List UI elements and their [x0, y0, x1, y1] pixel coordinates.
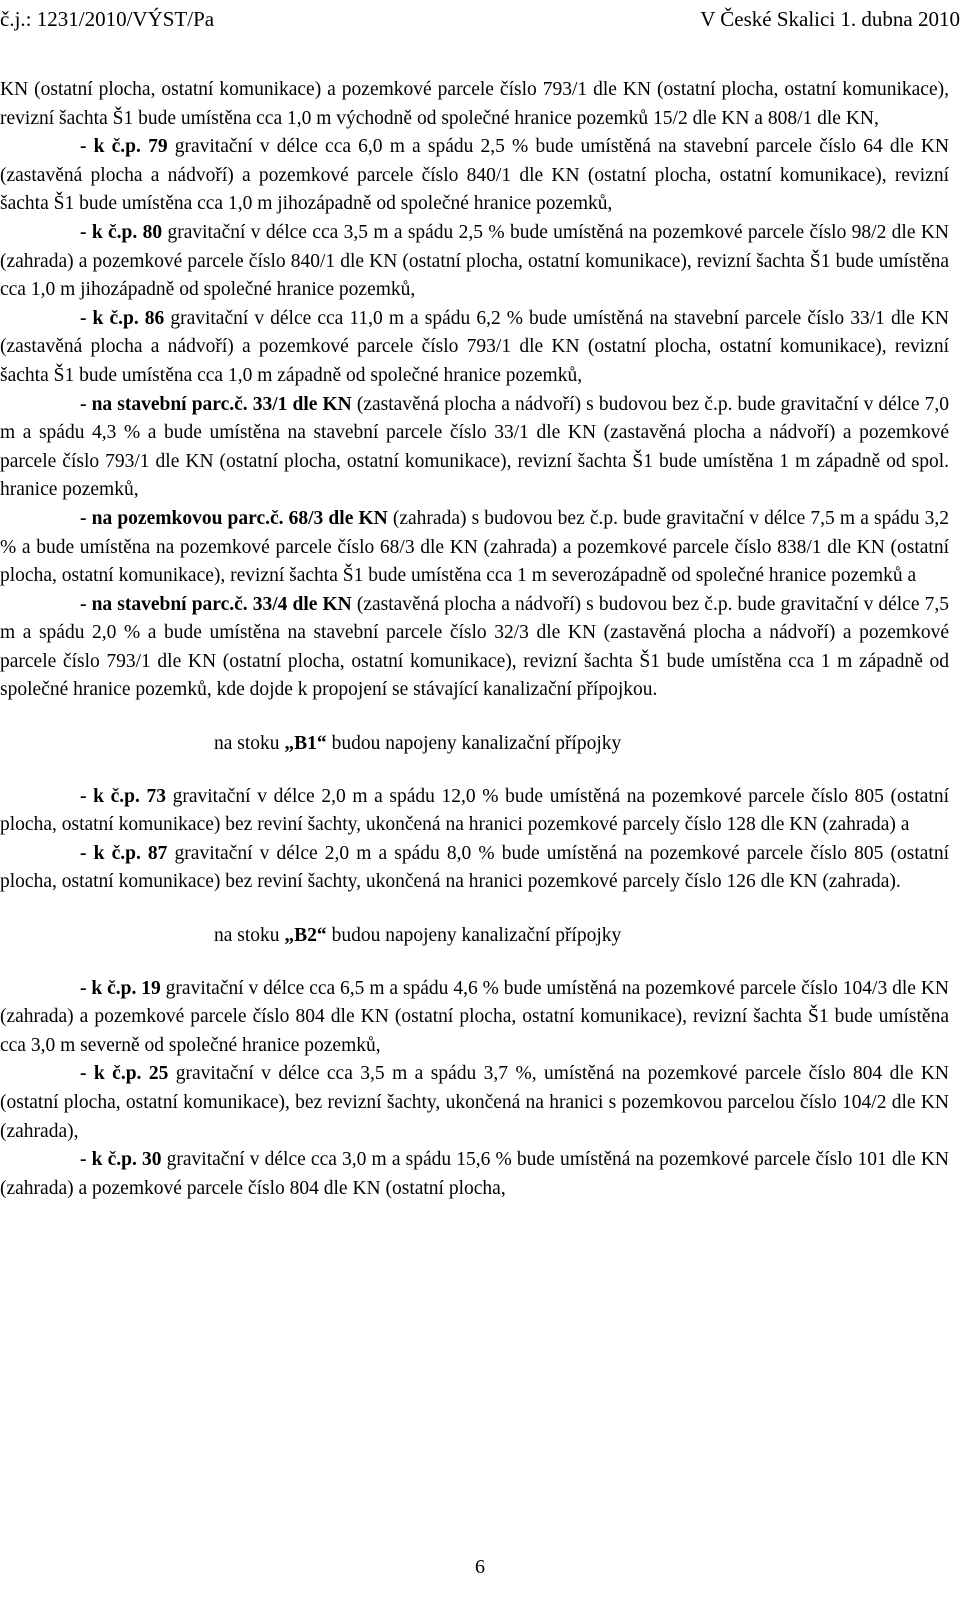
item-text: gravitační v délce cca 6,0 m a spádu 2,5 % bude umístěná na stavební parcele číslo 64 dle KN (zastavěná plocha a nádvoří) a pozemkové parcele číslo 840/1 dle KN (ostatní plocha, ostatní komunikace), revizní šachta Š1 bude umístěna cca 1,0 m jihozápadně od společné hranice pozemků,: [0, 136, 950, 215]
item-text: gravitační v délce 2,0 m a spádu 8,0 % bude umístěná na pozemkové parcele číslo 805 (ostatní plocha, ostatní komunikace) bez reviní šachty, ukončená na hranici pozemkové parcely číslo 126 dle KN (zahrada).: [0, 842, 949, 893]
item-label: - k č.p. 86: [80, 307, 165, 329]
section-heading-b1: na stoku „B1“ budou napojeny kanalizační přípojky: [214, 732, 622, 754]
connection-item-parc-33-1: [0, 391, 949, 505]
connection-item-cp25: [0, 1060, 949, 1146]
connection-item-parc-68-3: [0, 505, 949, 591]
item-text: gravitační v délce cca 3,5 m a spádu 3,7 %, umístěná na pozemkové parcele číslo 804 dle KN (ostatní plocha, ostatní komunikace), bez revizní šachty, ukončená na hranici s pozemkovou parcelou číslo 104/2 dle KN (zahrada),: [0, 1063, 949, 1142]
page-number: 6: [475, 1556, 485, 1578]
item-label: - k č.p. 79: [80, 136, 168, 158]
item-label: - k č.p. 25: [80, 1063, 169, 1085]
item-text: gravitační v délce cca 6,5 m a spádu 4,6 % bude umístěná na pozemkové parcele číslo 104/3 dle KN (zahrada) a pozemkové parcele číslo 804 dle KN (ostatní plocha, ostatní komunikace), revizní šachta Š1 bude umístěna cca 3,0 m severně od společné hranice pozemků,: [0, 977, 950, 1056]
connection-item-parc-33-4: [0, 591, 949, 705]
document-date: V České Skalici 1. dubna 2010: [700, 7, 960, 31]
item-text: gravitační v délce cca 3,0 m a spádu 15,6 % bude umístěná na pozemkové parcele číslo 101 dle KN (zahrada) a pozemkové parcele číslo 804 dle KN (ostatní plocha,: [0, 1149, 949, 1199]
item-label: - k č.p. 87: [80, 842, 168, 864]
page-header: [0, 4, 960, 34]
document-body: [0, 76, 949, 1203]
item-text: gravitační v délce 2,0 m a spádu 12,0 % bude umístěná na pozemkové parcele číslo 805 (ostatní plocha, ostatní komunikace) bez reviní šachty, ukončená na hranici pozemkové parcely číslo 128 dle KN (zahrada) a: [0, 785, 949, 836]
item-label: - na stavební parc.č. 33/1 dle KN: [80, 393, 352, 415]
sewer-name: „B1“: [284, 732, 327, 754]
item-label: - k č.p. 73: [80, 785, 166, 807]
paragraph-continuation: KN (ostatní plocha, ostatní komunikace) a pozemkové parcele číslo 793/1 dle KN (ostatní plocha, ostatní komunikace), revizní šachta Š1 bude umístěna cca 1,0 m východně od společné hranice pozemků 15/2 dle KN a 808/1 dle KN,: [0, 79, 949, 129]
connection-item-cp79: [0, 133, 949, 219]
reference-number: č.j.: 1231/2010/VÝST/Pa: [0, 7, 215, 31]
item-text: (zastavěná plocha a nádvoří) s budovou bez č.p. bude gravitační v délce 7,0 m a spádu 4,3 % a bude umístěna na stavební parcele číslo 33/1 dle KN (zastavěná plocha a nádvoří) a pozemkové parcele číslo 793/1 dle KN (ostatní plocha, ostatní komunikace), revizní šachta Š1 bude umístěna 1 m západně od spol. hranice pozemků,: [0, 393, 949, 501]
item-label: - na stavební parc.č. 33/4 dle KN: [80, 593, 352, 615]
item-text: (zastavěná plocha a nádvoří) s budovou bez č.p. bude gravitační v délce 7,5 m a spádu 2,0 % a bude umístěna na stavební parcele číslo 32/3 dle KN (zastavěná plocha a nádvoří) a pozemkové parcele číslo 793/1 dle KN (ostatní plocha, ostatní komunikace), revizní šachta Š1 bude umístěna cca 1 m západně od společné hranice pozemků, kde dojde k propojení se stávající kanalizační přípojkou.: [0, 593, 949, 701]
connection-item-cp80: [0, 219, 949, 305]
connection-item-cp19: [0, 975, 949, 1061]
item-label: - k č.p. 30: [80, 1149, 162, 1171]
item-text: gravitační v délce cca 11,0 m a spádu 6,2 % bude umístěná na stavební parcele číslo 33/1 dle KN (zastavěná plocha a nádvoří) a pozemkové parcele číslo 793/1 dle KN (ostatní plocha, ostatní komunikace), revizní šachta Š1 bude umístěna cca 1,0 m západně od společné hranice pozemků,: [0, 307, 949, 386]
item-label: - k č.p. 19: [80, 977, 161, 999]
connection-item-cp86: [0, 305, 949, 391]
item-label: - k č.p. 80: [80, 221, 163, 243]
connection-item-cp73: [0, 783, 949, 840]
connection-item-cp87: [0, 840, 949, 897]
section-heading-b2: na stoku „B2“ budou napojeny kanalizační přípojky: [214, 924, 622, 946]
connection-item-cp30: [0, 1146, 949, 1203]
item-text: (zahrada) s budovou bez č.p. bude gravitační v délce 7,5 m a spádu 3,2 % a bude umístěna na pozemkové parcele číslo 68/3 dle KN (zahrada) a pozemkové parcele číslo 838/1 dle KN (ostatní plocha, ostatní komunikace), revizní šachta Š1 bude umístěna cca 1 m severozápadně od společné hranice pozemků a: [0, 507, 949, 587]
item-text: gravitační v délce cca 3,5 m a spádu 2,5 % bude umístěná na pozemkové parcele číslo 98/2 dle KN (zahrada) a pozemkové parcele číslo 840/1 dle KN (ostatní plocha, ostatní komunikace), revizní šachta Š1 bude umístěna cca 1,0 m jihozápadně od společné hranice pozemků,: [0, 221, 949, 301]
sewer-name: „B2“: [284, 924, 327, 946]
item-label: - na pozemkovou parc.č. 68/3 dle KN: [80, 507, 388, 529]
